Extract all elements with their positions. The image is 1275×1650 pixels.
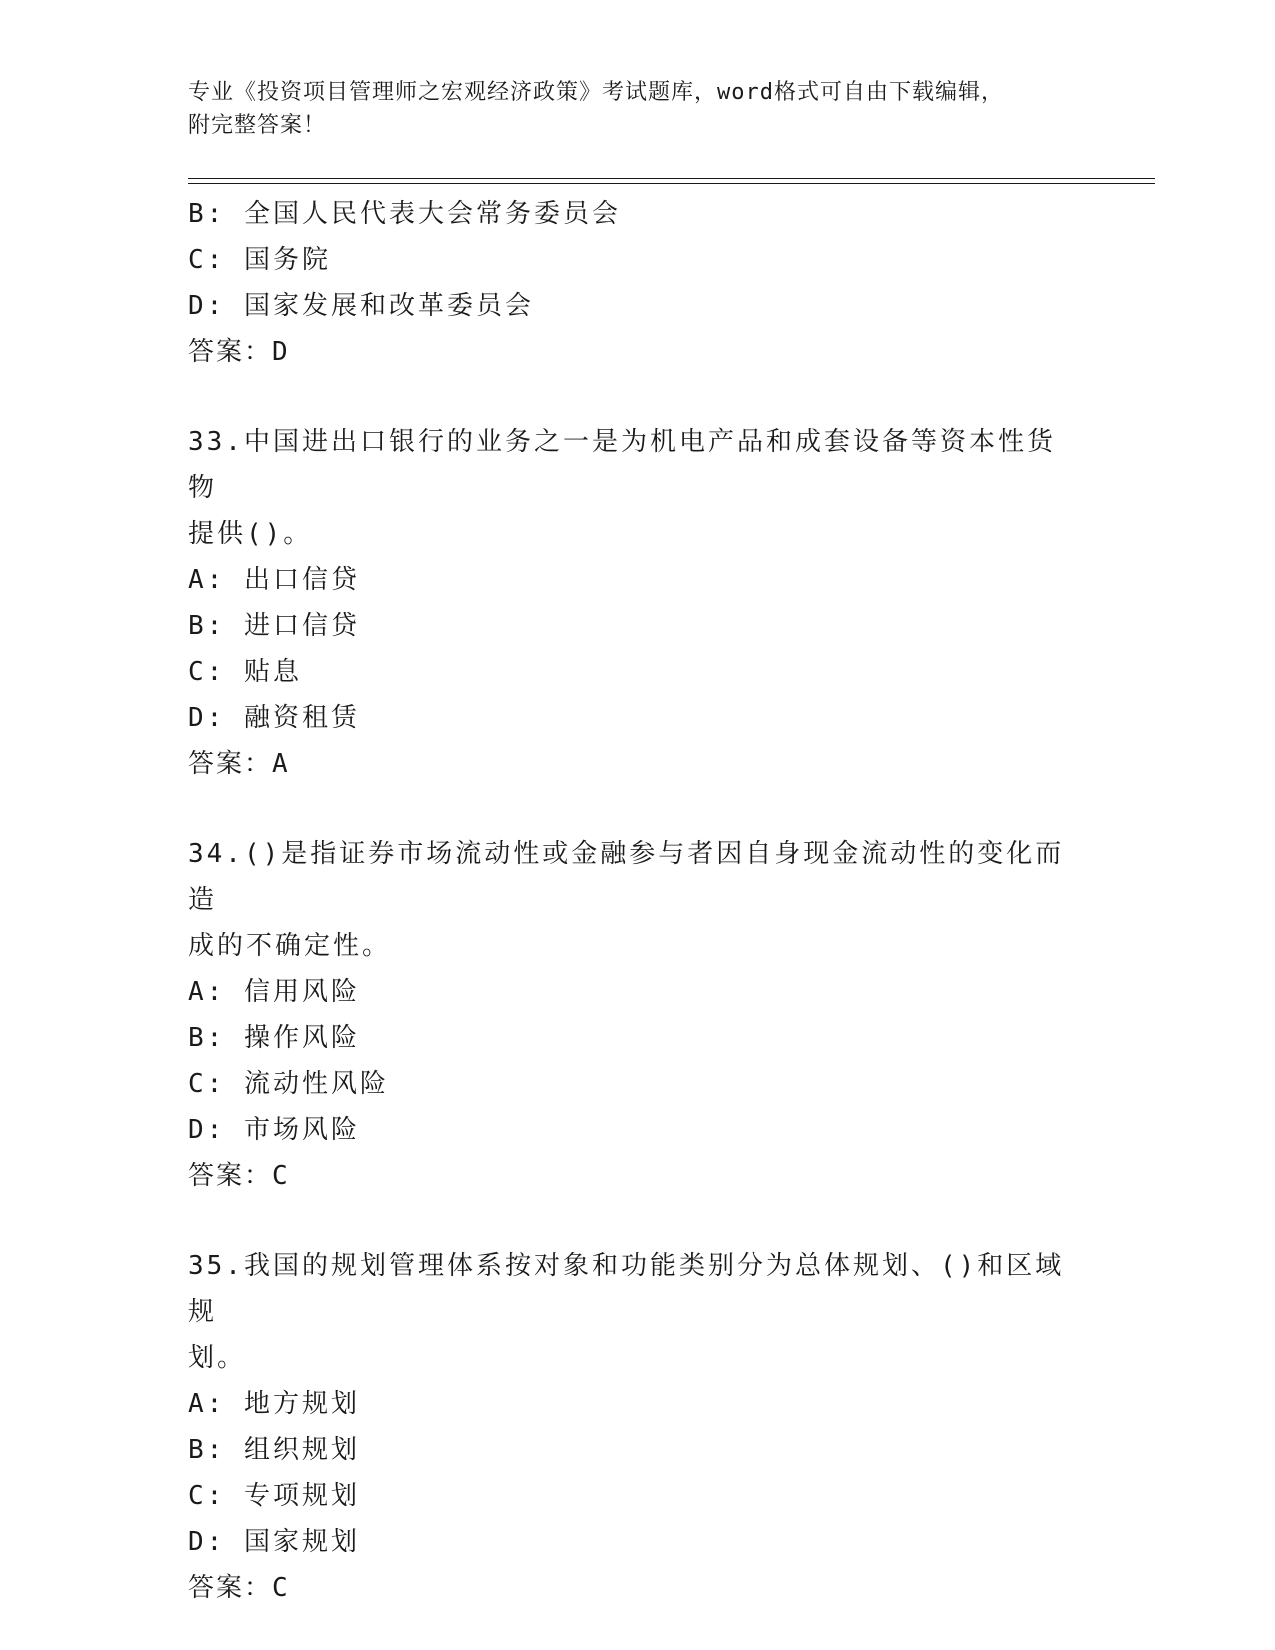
header-divider-top bbox=[188, 178, 1155, 179]
option-text: 出口信贷 bbox=[243, 565, 360, 595]
option-d bbox=[188, 695, 1088, 741]
question-stem-line: 34.()是指证券市场流动性或金融参与者因自身现金流动性的变化而造 bbox=[188, 839, 1065, 915]
option-label: B: bbox=[188, 1435, 226, 1465]
question-list bbox=[188, 191, 1088, 1611]
answer-value: A bbox=[272, 749, 290, 779]
answer-value: C bbox=[272, 1573, 290, 1603]
option-b bbox=[188, 1015, 1088, 1061]
option-label: B: bbox=[188, 199, 226, 229]
option-b bbox=[188, 1427, 1088, 1473]
answer-line bbox=[188, 741, 1088, 787]
option-label: D: bbox=[188, 1527, 226, 1557]
option-text: 融资租赁 bbox=[243, 703, 360, 733]
option-label: C: bbox=[188, 1069, 226, 1099]
option-text: 组织规划 bbox=[243, 1435, 360, 1465]
option-label: A: bbox=[188, 977, 226, 1007]
question-stem-line: 35.我国的规划管理体系按对象和功能类别分为总体规划、()和区域规 bbox=[188, 1251, 1065, 1327]
question-stem bbox=[188, 419, 1078, 557]
option-text: 专项规划 bbox=[243, 1481, 360, 1511]
option-text: 国务院 bbox=[243, 245, 331, 275]
option-label: B: bbox=[188, 1023, 226, 1053]
option-text: 信用风险 bbox=[243, 977, 360, 1007]
question-stem-line: 33.中国进出口银行的业务之一是为机电产品和成套设备等资本性货物 bbox=[188, 427, 1056, 503]
question-34 bbox=[188, 831, 1088, 1199]
option-label: C: bbox=[188, 657, 226, 687]
option-text: 操作风险 bbox=[243, 1023, 360, 1053]
option-b bbox=[188, 603, 1088, 649]
option-text: 市场风险 bbox=[243, 1115, 360, 1145]
option-d bbox=[188, 1107, 1088, 1153]
option-c bbox=[188, 1061, 1088, 1107]
option-text: 贴息 bbox=[243, 657, 302, 687]
option-c bbox=[188, 649, 1088, 695]
option-label: D: bbox=[188, 291, 226, 321]
question-stem-line: 成的不确定性。 bbox=[188, 931, 392, 961]
option-c bbox=[188, 1473, 1088, 1519]
option-text: 流动性风险 bbox=[243, 1069, 389, 1099]
answer-value: D bbox=[272, 337, 290, 367]
answer-value: C bbox=[272, 1161, 290, 1191]
answer-line bbox=[188, 1565, 1088, 1611]
option-label: A: bbox=[188, 1389, 226, 1419]
document-header bbox=[188, 76, 1088, 142]
option-text: 地方规划 bbox=[243, 1389, 360, 1419]
question-33 bbox=[188, 419, 1088, 787]
option-text: 国家规划 bbox=[243, 1527, 360, 1557]
option-a bbox=[188, 969, 1088, 1015]
question-stem-line: 划。 bbox=[188, 1343, 247, 1373]
header-title-line: 专业《投资项目管理师之宏观经济政策》考试题库，word格式可自由下载编辑， bbox=[188, 80, 1004, 105]
answer-label: 答案： bbox=[188, 749, 273, 779]
answer-label: 答案： bbox=[188, 1573, 273, 1603]
option-label: D: bbox=[188, 1115, 226, 1145]
option-text: 进口信贷 bbox=[243, 611, 360, 641]
header-divider-bottom bbox=[188, 183, 1155, 184]
question-stem bbox=[188, 1243, 1078, 1381]
option-d bbox=[188, 1519, 1088, 1565]
option-label: D: bbox=[188, 703, 226, 733]
answer-label: 答案： bbox=[188, 1161, 273, 1191]
question-stem-line: 提供()。 bbox=[188, 519, 313, 549]
answer-line bbox=[188, 1153, 1088, 1199]
option-b bbox=[188, 191, 1088, 237]
option-d bbox=[188, 283, 1088, 329]
option-text: 全国人民代表大会常务委员会 bbox=[243, 199, 621, 229]
option-c bbox=[188, 237, 1088, 283]
option-label: C: bbox=[188, 245, 226, 275]
question-35 bbox=[188, 1243, 1088, 1611]
answer-label: 答案： bbox=[188, 337, 273, 367]
option-label: B: bbox=[188, 611, 226, 641]
previous-question-block bbox=[188, 191, 1088, 375]
question-stem bbox=[188, 831, 1078, 969]
answer-line bbox=[188, 329, 1088, 375]
option-label: C: bbox=[188, 1481, 226, 1511]
option-text: 国家发展和改革委员会 bbox=[243, 291, 534, 321]
option-a bbox=[188, 1381, 1088, 1427]
header-subtitle-line: 附完整答案！ bbox=[188, 113, 327, 138]
option-a bbox=[188, 557, 1088, 603]
option-label: A: bbox=[188, 565, 226, 595]
